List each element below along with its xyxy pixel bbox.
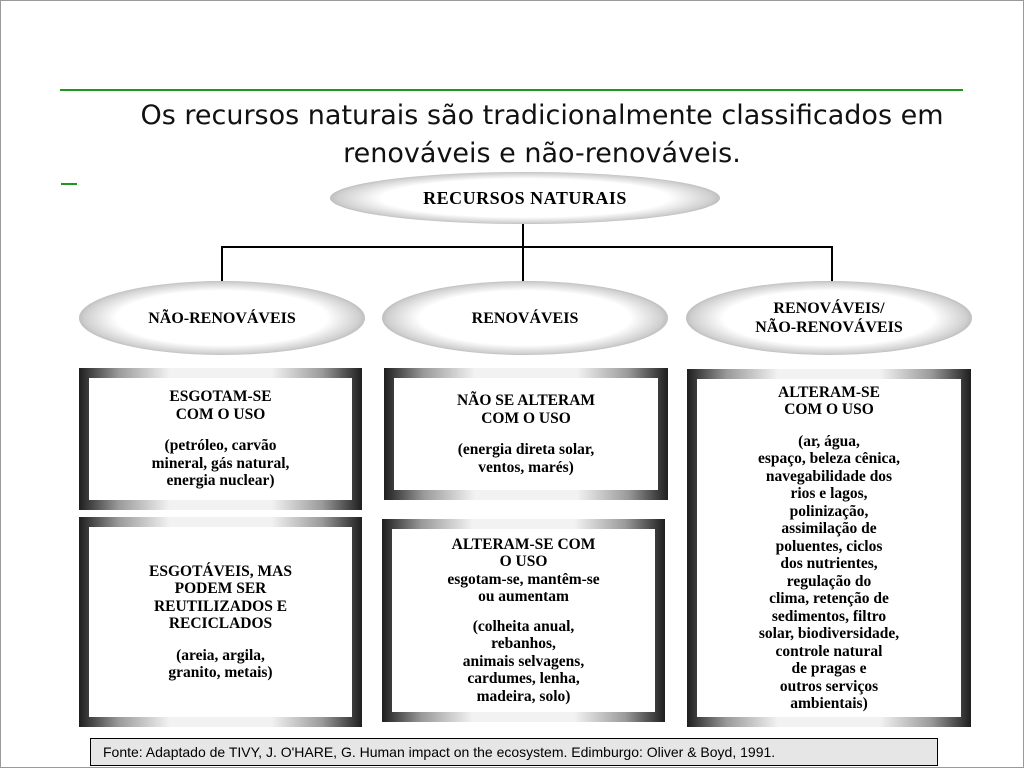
box-example-line: (areia, argila, (176, 646, 265, 664)
box-heading-line: COM O USO (481, 409, 571, 427)
box-example-line: controle natural (775, 642, 883, 660)
box-subheading-line: ou aumentam (478, 588, 569, 606)
node-nao-renovaveis (79, 281, 365, 355)
box-renovaveis-nao-renovaveis-alteram (687, 369, 971, 727)
box-heading-line: ALTERAM-SE COM (451, 535, 596, 553)
box-heading-line: COM O USO (175, 405, 266, 423)
box-example-line: navegabilidade dos (765, 467, 893, 485)
box-example-line: animais selvagens, (462, 652, 585, 670)
box-heading-line: REUTILIZADOS E (153, 597, 288, 615)
box-subheading-line: esgotam-se, mantêm-se (447, 570, 600, 588)
node-recursos-naturais (330, 172, 720, 224)
box-example-line: energia nuclear) (166, 472, 275, 490)
box-heading-line: ALTERAM-SE (778, 383, 880, 401)
node-renovaveis (382, 281, 668, 355)
box-example-line: espaço, beleza cênica, (757, 450, 901, 467)
box-example-line: sedimentos, filtro (771, 607, 887, 625)
box-example-line: regulação do (786, 572, 872, 590)
box-heading-line: COM O USO (784, 401, 874, 418)
box-example-line: de pragas e (791, 660, 867, 677)
box-example-line: mineral, gás natural, (151, 454, 290, 472)
box-example-line: poluentes, ciclos (775, 537, 883, 555)
box-example-line: (ar, água, (798, 432, 860, 450)
box-example-line: ventos, marés) (478, 458, 574, 476)
node-label-line: RENOVÁVEIS/ (773, 300, 885, 317)
box-heading-line: PODEM SER (174, 580, 267, 597)
title-rule (60, 89, 963, 91)
box-example-line: dos nutrientes, (780, 555, 878, 572)
box-example-line: polinização, (789, 502, 869, 520)
box-alteram-se-com-o-uso (382, 519, 665, 722)
box-example-line: rios e lagos, (790, 485, 868, 502)
box-esgotam-se-com-o-uso (79, 368, 362, 510)
box-example-line: solar, biodiversidade, (758, 625, 900, 642)
box-example-line: outros serviços (779, 677, 879, 695)
box-example-line: (colheita anual, (472, 617, 575, 635)
slide-title-line-2: renováveis e não-renováveis. (343, 138, 741, 169)
node-label-line: NÃO-RENOVÁVEIS (755, 319, 903, 336)
box-example-line: cardumes, lenha, (467, 670, 580, 688)
box-example-line: assimilação de (781, 520, 877, 537)
box-example-line: (energia direta solar, (457, 441, 595, 458)
box-example-line: ambientais) (790, 695, 868, 712)
node-label-line: RENOVÁVEIS (471, 309, 579, 327)
connector-middle-drop (522, 246, 524, 284)
connector-horizontal (221, 246, 833, 248)
box-heading-line: O USO (499, 553, 548, 571)
box-example-line: granito, metais) (168, 664, 273, 681)
box-esgotaveis-reciclados (79, 517, 362, 727)
connector-right-drop (831, 246, 833, 284)
box-heading-line: ESGOTAM-SE (169, 388, 272, 406)
node-renovaveis-nao-renovaveis (686, 281, 972, 355)
box-heading-line: RECICLADOS (168, 615, 273, 632)
node-label-line: NÃO-RENOVÁVEIS (148, 309, 296, 327)
connector-left-drop (221, 246, 223, 284)
box-example-line: clima, retenção de (769, 590, 889, 607)
box-heading-line: ESGOTÁVEIS, MAS (149, 562, 292, 580)
connector-root-stem (522, 222, 524, 247)
box-example-line: madeira, solo) (476, 687, 571, 705)
node-recursos-naturais-label: RECURSOS NATURAIS (423, 187, 627, 208)
box-nao-se-alteram-com-o-uso (384, 368, 668, 500)
box-example-line: (petróleo, carvão (164, 437, 277, 455)
slide-title (60, 97, 1024, 173)
source-citation: Fonte: Adaptado de TIVY, J. O'HARE, G. Human impact on the ecosystem. Edimburgo: Oliver & Boyd, 1991. (90, 738, 938, 766)
box-heading-line: NÃO SE ALTERAM (456, 392, 596, 409)
title-rule-short (61, 183, 77, 185)
slide-title-line-1: Os recursos naturais são tradicionalmente classificados em (140, 100, 944, 131)
box-example-line: rebanhos, (491, 635, 556, 653)
